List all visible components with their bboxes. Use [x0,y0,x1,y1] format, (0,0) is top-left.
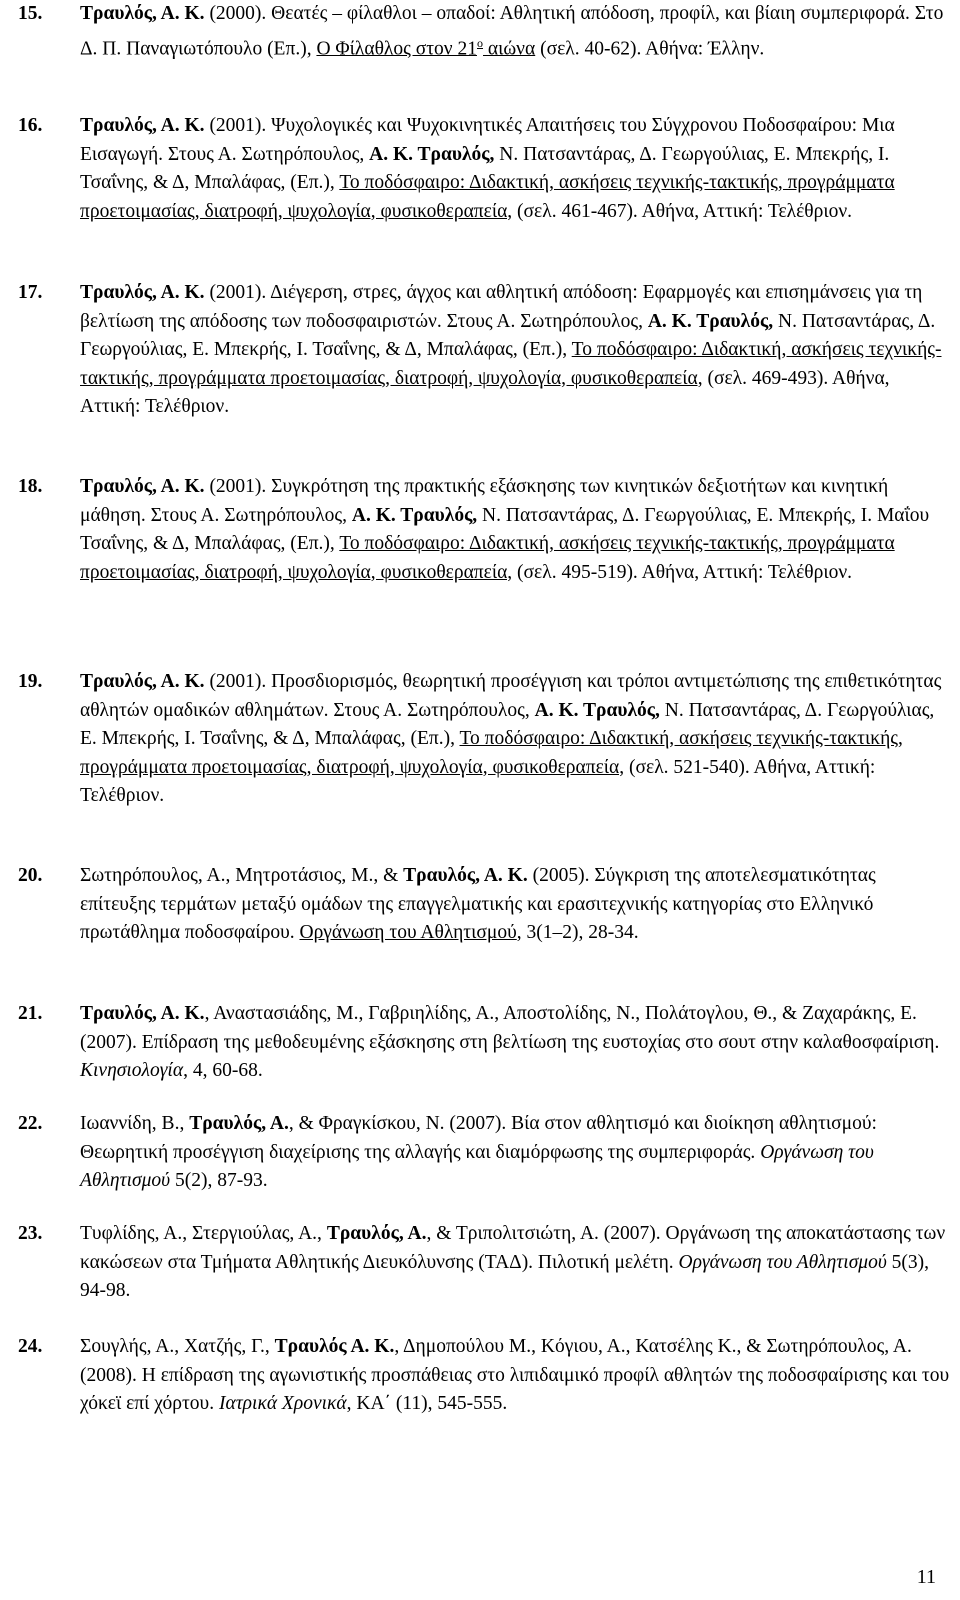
reference-entry [18,1110,950,1196]
reference-segment: , & Τριπολιτσιώτη, Α. (2007). Οργάνωση της αποκατάστασης των κακώσεων στα Τμήματα Αθλητικής Διευκόλυνσης (ΤΑΔ). Πιλοτική μελέτη. [80,1223,946,1273]
reference-number: 15. [18,3,43,24]
author-name: Τραυλός, Α. Κ. [80,1003,205,1024]
reference-number: 23. [18,1223,43,1244]
reference-text [80,0,950,64]
reference-text [80,1110,950,1196]
reference-segment: (σελ. 469-493). Αθήνα, Αττική: Τελέθριον. [80,367,890,417]
reference-segment: , & Φραγκίσκου, Ν. (2007). Βία στον αθλητισμό και διοίκηση αθλητισμού: Θεωρητική προσέγγιση διαχείρισης της αλλαγής και διαμόρφωσης της συμπεριφοράς. [80,1113,877,1163]
reference-entry [18,668,950,811]
reference-number: 21. [18,1003,43,1024]
publication-title: Το ποδόσφαιρο: Διδακτική, ασκήσεις τεχνικής-τακτικής, προγράμματα προετοιμασίας, διατροφή, ψυχολογία, φυσικοθεραπεία, [80,728,903,778]
author-name: Τραυλός, Α. [189,1113,289,1134]
reference-text [80,1220,950,1306]
reference-entry [18,862,950,948]
reference-segment: (σελ. 521-540). Αθήνα, Αττική: Τελέθριον. [80,756,876,806]
reference-text [80,279,950,422]
reference-segment: Ν. Πατσαντάρας, Δ. Γεωργούλιας, Ε. Μπεκρής, Ι. Τσαΐνης, & Δ, Μπαλάφας, (Επ.), [80,699,935,749]
reference-text [80,1333,950,1419]
reference-segment: (2001). Συγκρότηση της πρακτικής εξάσκησης των κινητικών δεξιοτήτων και κινητική μάθηση. Στους Α. Σωτηρόπουλος, [80,476,889,526]
reference-text [80,668,950,811]
author-name: Α. Κ. Τραυλός, [369,143,495,165]
reference-number: 20. [18,865,43,886]
reference-segment: ο [477,35,483,50]
reference-text [80,473,950,587]
reference-segment: , Δημοπούλου Μ., Κόγιου, Α., Κατσέλης Κ., & Σωτηρόπουλος, Α. (2008). Η επίδραση της αγωνιστικής προσπάθειας στο λιπιδαιμικό προφίλ αθλητών της ποδοσφαίρισης και του χόκεϊ επί χόρτου. [80,1336,950,1414]
publication-title: Οργάνωση του Αθλητισμού [678,1251,887,1273]
reference-entry [18,112,950,226]
author-name: Α. Κ. Τραυλός, [647,310,774,332]
author-name: Τραυλός Α. Κ. [274,1336,395,1357]
author-name: Τραυλός, Α. Κ. [80,671,205,692]
reference-segment: , 3(1–2), 28-34. [516,922,639,943]
author-name: Τραυλός, Α. Κ. [80,282,205,303]
reference-segment: , 4, 60-68. [183,1060,263,1081]
reference-entry [18,473,950,587]
reference-segment: Τυφλίδης, Α., Στεργιούλας, Α., [80,1223,327,1244]
reference-entry [18,1220,950,1306]
reference-segment: Σωτηρόπουλος, Α., Μητροτάσιος, Μ., & [80,865,404,886]
reference-segment: Ν. Πατσαντάρας, Δ. Γεωργούλιας, Ε. Μπεκρής, Ι. Τσαΐνης, & Δ, Μπαλάφας, (Επ.), [80,143,890,193]
publication-title: Ιατρικά Χρονικά [218,1393,347,1414]
publication-title: Ο Φίλαθλος στον 21 [316,38,477,59]
reference-segment: (2000). Θεατές – φίλαθλοι – οπαδοί: Αθλητική απόδοση, προφίλ, και βίαιη συμπεριφορά. Στο Δ. Π. Παναγιωτόπουλο (Επ.), [80,3,944,59]
reference-text [80,112,950,226]
reference-number: 17. [18,282,43,303]
reference-segment: (2005). Σύγκριση της αποτελεσματικότητας επίτευξης τερμάτων μεταξύ ομάδων της επαγγελματικής και ερασιτεχνικής κατηγορίας στο Ελληνικό πρωτάθλημα ποδοσφαίρου. [80,865,876,943]
reference-segment: 5(3), 94-98. [80,1251,930,1301]
reference-segment: Ν. Πατσαντάρας, Δ. Γεωργούλιας, Ε. Μπεκρής, Ι. Μαΐου Τσαΐνης, & Δ, Μπαλάφας, (Επ.), [80,504,930,554]
reference-text [80,1000,950,1086]
reference-number: 24. [18,1336,43,1357]
reference-entry [18,1000,950,1086]
author-name: Α. Κ. Τραυλός, [351,504,478,526]
reference-segment: (σελ. 461-467). Αθήνα, Αττική: Τελέθριον. [512,200,853,222]
publication-title: αιώνα [483,38,536,59]
author-name: Τραυλός, Α. Κ. [80,3,205,24]
reference-segment: Ιωαννίδη, Β., [80,1113,190,1134]
page-number: 11 [916,1566,936,1588]
reference-number: 22. [18,1113,43,1134]
reference-segment: , Αναστασιάδης, Μ., Γαβριηλίδης, Α., Αποστολίδης, Ν., Πολάτογλου, Θ., & Ζαχαράκης, Ε. (2007). Επίδραση της μεθοδευμένης εξάσκησης στη βελτίωση της ευστοχίας στο σουτ στην καλαθοσφαίριση. [80,1003,940,1053]
reference-number: 19. [18,671,43,692]
reference-segment: Ν. Πατσαντάρας, Δ. Γεωργούλιας, Ε. Μπεκρής, Ι. Τσαΐνης, & Δ, Μπαλάφας, (Επ.), [80,310,936,360]
publication-title: Οργάνωση του Αθλητισμού [299,922,517,943]
reference-segment: (2001). Προσδιορισμός, θεωρητική προσέγγιση και τρόποι αντιμετώπισης της επιθετικότητας αθλητών ομαδικών αθλημάτων. Στους Α. Σωτηρόπουλος, [80,671,942,721]
reference-number: 16. [18,115,43,136]
reference-segment: , ΚΑ΄ (11), 545-555. [346,1393,508,1414]
reference-segment: Σουγλής, Α., Χατζής, Γ., [80,1336,275,1357]
author-name: Τραυλός, Α. [326,1223,427,1244]
author-name: Τραυλός, Α. Κ. [80,115,205,136]
reference-segment: (2001). Ψυχολογικές και Ψυχοκινητικές Απαιτήσεις του Σύγχρονου Ποδοσφαίρου: Μια Εισαγωγή. Στους Α. Σωτηρόπουλος, [80,115,895,165]
reference-segment: (σελ. 495-519). Αθήνα, Αττική: Τελέθριον. [512,561,853,583]
reference-segment: 5(2), 87-93. [170,1170,268,1191]
reference-segment: (2001). Διέγερση, στρες, άγχος και αθλητική απόδοση: Εφαρμογές και επισημάνσεις για τη βελτίωση της απόδοσης των ποδοσφαιριστών. Στους Α. Σωτηρόπουλος, [80,282,923,332]
reference-entry [18,279,950,422]
author-name: Τραυλός, Α. Κ. [80,476,205,497]
reference-entry [18,1333,950,1419]
publication-title: Οργάνωση του Αθλητισμού [80,1141,874,1191]
reference-segment: (σελ. 40-62). Αθήνα: Έλλην. [535,38,765,59]
author-name: Α. Κ. Τραυλός, [534,699,660,721]
publication-title: Το ποδόσφαιρο: Διδακτική, ασκήσεις τεχνικής-τακτικής, προγράμματα προετοιμασίας, διατροφή, ψυχολογία, φυσικοθεραπεία, [80,339,942,389]
author-name: Τραυλός, Α. Κ. [403,865,528,886]
publication-title: Κινησιολογία [80,1060,184,1081]
publication-title: Το ποδόσφαιρο: Διδακτική, ασκήσεις τεχνικής-τακτικής, προγράμματα προετοιμασίας, διατροφή, ψυχολογία, φυσικοθεραπεία, [80,172,895,222]
publication-title: Το ποδόσφαιρο: Διδακτική, ασκήσεις τεχνικής-τακτικής, προγράμματα προετοιμασίας, διατροφή, ψυχολογία, φυσικοθεραπεία, [80,533,895,583]
reference-number: 18. [18,476,43,497]
reference-entry [18,0,950,64]
reference-text [80,862,950,948]
